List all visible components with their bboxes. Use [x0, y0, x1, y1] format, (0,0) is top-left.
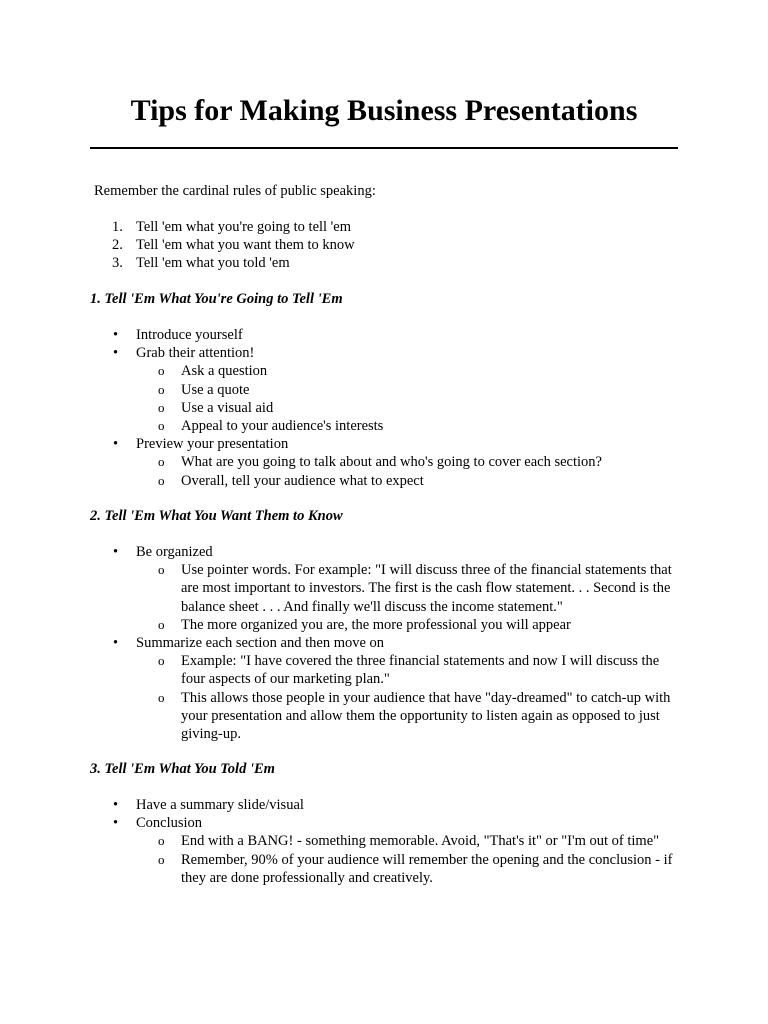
- section-list: [90, 543, 690, 743]
- bullet-icon: •: [113, 815, 119, 832]
- list-item-text: Preview your presentation: [136, 436, 289, 453]
- circle-bullet-icon: o: [158, 653, 165, 669]
- intro-text: Remember the cardinal rules of public speaking:: [94, 183, 376, 199]
- list-item: [90, 326, 690, 344]
- rule-item: [90, 236, 355, 254]
- sub-list-item: [136, 561, 679, 616]
- sub-list-item: [136, 616, 679, 634]
- bullet-icon: •: [113, 345, 119, 362]
- circle-bullet-icon: o: [158, 472, 165, 488]
- rule-number: 1.: [112, 219, 123, 235]
- sub-list-item: [136, 832, 679, 850]
- sub-list: [136, 561, 690, 634]
- sub-item-text: Use a visual aid: [181, 399, 274, 416]
- list-item: [90, 543, 690, 634]
- page-title: Tips for Making Business Presentations: [130, 94, 638, 127]
- sub-list-item: [136, 652, 679, 688]
- sub-item-text: This allows those people in your audience that have "day-dreamed" to catch-up with your presentation and allow them the opportunity to listen again as opposed to just giving-up.: [181, 689, 671, 743]
- sub-list: [136, 362, 690, 435]
- bullet-icon: •: [113, 797, 119, 813]
- sub-list: [136, 453, 690, 489]
- circle-bullet-icon: o: [158, 399, 165, 415]
- rule-text: Tell 'em what you want them to know: [136, 237, 355, 254]
- list-item: [90, 435, 690, 490]
- circle-bullet-icon: o: [158, 381, 165, 397]
- list-item-text: Introduce yourself: [136, 327, 243, 343]
- circle-bullet-icon: o: [158, 454, 165, 470]
- bullet-icon: •: [113, 327, 119, 343]
- list-item: [90, 814, 690, 887]
- section-list: [90, 796, 690, 887]
- list-item: [90, 634, 690, 743]
- list-item-text: Conclusion: [136, 815, 203, 832]
- rule-item: [90, 218, 355, 236]
- circle-bullet-icon: o: [158, 851, 165, 867]
- section-list: [90, 326, 690, 490]
- sub-item-text: Ask a question: [181, 363, 268, 380]
- rule-text: Tell 'em what you're going to tell 'em: [136, 219, 352, 235]
- sub-list-item: [136, 417, 679, 435]
- circle-bullet-icon: o: [158, 616, 165, 632]
- cardinal-rules-list: [90, 218, 355, 273]
- sub-item-text: Appeal to your audience's interests: [181, 418, 384, 435]
- list-item-text: Have a summary slide/visual: [136, 797, 304, 813]
- sub-list-item: [136, 689, 679, 744]
- circle-bullet-icon: o: [158, 363, 165, 379]
- bullet-icon: •: [113, 436, 119, 453]
- title-divider: [90, 147, 678, 149]
- circle-bullet-icon: o: [158, 833, 165, 849]
- rule-text: Tell 'em what you told 'em: [136, 255, 290, 272]
- circle-bullet-icon: o: [158, 562, 165, 578]
- sub-item-text: Use pointer words. For example: "I will discuss three of the financial statements that are most important to investors. The first is the cash flow statement. . . Second is the balance sheet . . . And finally we'll discuss the income statement.": [181, 562, 672, 615]
- list-item: [90, 796, 690, 814]
- sub-list: [136, 652, 690, 743]
- sub-list-item: [136, 453, 679, 471]
- bullet-icon: •: [113, 544, 119, 560]
- section-heading: 3. Tell 'Em What You Told 'Em: [90, 761, 275, 777]
- list-item-text: Summarize each section and then move on: [136, 635, 385, 652]
- section-heading: 2. Tell 'Em What You Want Them to Know: [90, 508, 343, 524]
- section-heading: 1. Tell 'Em What You're Going to Tell 'Em: [90, 291, 343, 307]
- sub-item-text: End with a BANG! - something memorable. Avoid, "That's it" or "I'm out of time": [181, 833, 660, 850]
- circle-bullet-icon: o: [158, 689, 165, 705]
- sub-list-item: [136, 472, 679, 490]
- sub-item-text: The more organized you are, the more professional you will appear: [181, 616, 571, 633]
- list-item: [90, 344, 690, 435]
- circle-bullet-icon: o: [158, 418, 165, 434]
- rule-number: 3.: [112, 255, 123, 272]
- sub-list-item: [136, 851, 679, 887]
- list-item-text: Grab their attention!: [136, 345, 255, 362]
- sub-list-item: [136, 399, 679, 417]
- sub-item-text: Overall, tell your audience what to expect: [181, 472, 424, 489]
- sub-item-text: Remember, 90% of your audience will remember the opening and the conclusion - if they are done professionally and creatively.: [181, 851, 673, 886]
- sub-item-text: Use a quote: [181, 381, 250, 398]
- sub-list-item: [136, 381, 679, 399]
- rule-number: 2.: [112, 237, 123, 254]
- rule-item: [90, 254, 355, 272]
- list-item-text: Be organized: [136, 544, 213, 560]
- sub-list: [136, 832, 690, 887]
- sub-item-text: What are you going to talk about and who's going to cover each section?: [181, 454, 602, 471]
- bullet-icon: •: [113, 635, 119, 652]
- sub-list-item: [136, 362, 679, 380]
- sub-item-text: Example: "I have covered the three financial statements and now I will discuss the four aspects of our marketing plan.": [181, 653, 660, 688]
